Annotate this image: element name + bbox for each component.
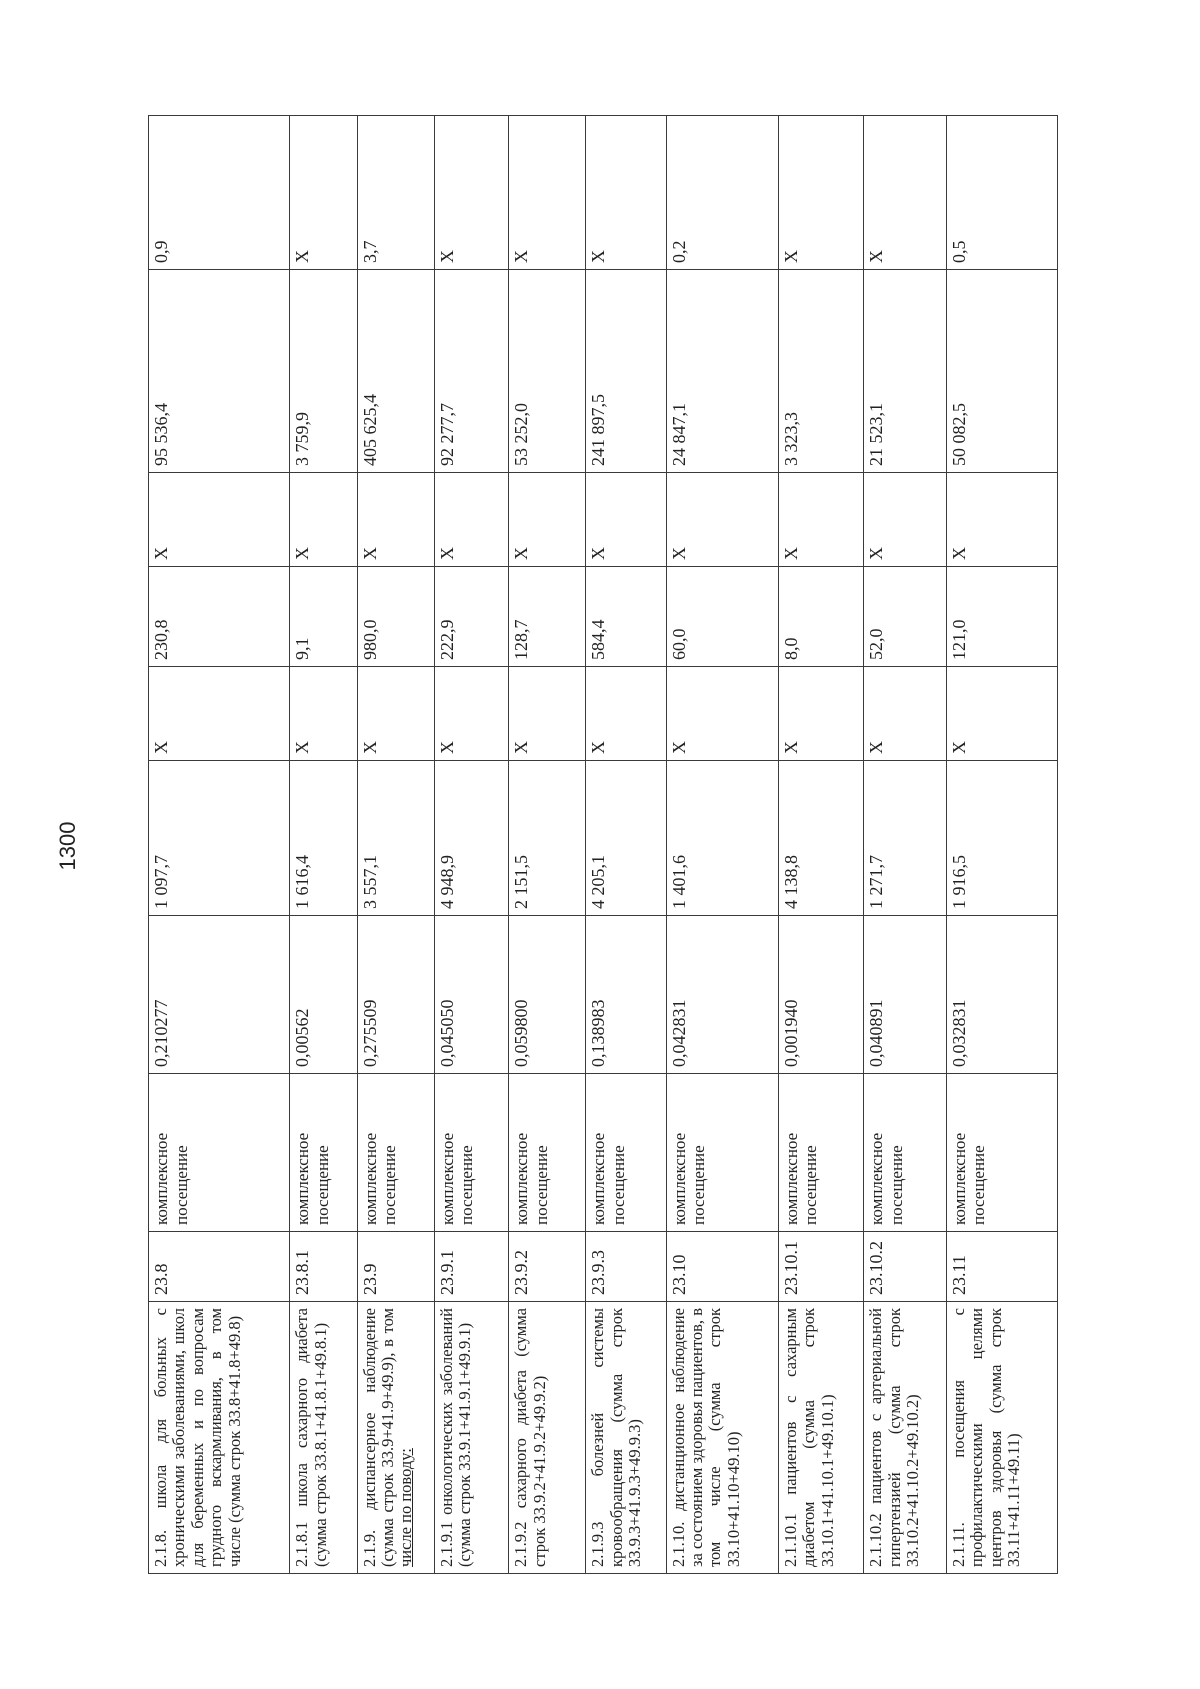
row-cell: X <box>357 473 434 567</box>
row-name-text: 2.1.9. диспансерное наблюдение (сумма строк 33.9+41.9+49.9), в том <box>359 1308 397 1567</box>
row-name: 2.1.8.1 школа сахарного диабета (сумма строк 33.8.1+41.8.1+49.8.1) <box>290 1302 357 1574</box>
rotated-table-container <box>148 116 1058 1574</box>
row-cell: 1 097,7 <box>149 761 290 916</box>
row-cell: X <box>509 473 586 567</box>
table-row <box>149 116 290 1574</box>
row-cell: 53 252,0 <box>509 270 586 473</box>
row-cell: 405 625,4 <box>357 270 434 473</box>
row-name: 2.1.9.1 онкологических заболеваний (сумма строк 33.9.1+41.9.1+49.9.1) <box>434 1302 509 1574</box>
row-name: 2.1.8. школа для больных с хроническими заболеваниями, школ для беременных и по вопросам грудного вскармливания, в том числе (сумма строк 33.8+41.8+49.8) <box>149 1302 290 1574</box>
row-cell: 0,059800 <box>509 916 586 1074</box>
row-cell: X <box>586 116 666 270</box>
row-cell: 24 847,1 <box>666 270 778 473</box>
row-cell: X <box>434 116 509 270</box>
row-cell: X <box>586 667 666 761</box>
row-cell: 4 205,1 <box>586 761 666 916</box>
row-cell: 92 277,7 <box>434 270 509 473</box>
row-cell: 3,7 <box>357 116 434 270</box>
row-cell: 1 616,4 <box>290 761 357 916</box>
table-row <box>778 116 864 1574</box>
row-cell: 4 948,9 <box>434 761 509 916</box>
row-cell: 0,045050 <box>434 916 509 1074</box>
row-cell: 1 916,5 <box>946 761 1057 916</box>
row-cell: X <box>778 667 864 761</box>
row-code: 23.10 <box>666 1232 778 1302</box>
row-cell: 2 151,5 <box>509 761 586 916</box>
table-row <box>357 116 434 1574</box>
table-row <box>434 116 509 1574</box>
row-cell: X <box>149 667 290 761</box>
table-row <box>586 116 666 1574</box>
row-cell: 0,138983 <box>586 916 666 1074</box>
row-cell: 1 271,7 <box>864 761 946 916</box>
row-cell: X <box>864 667 946 761</box>
row-unit: комплексное посещение <box>149 1074 290 1232</box>
page-number: 1300 <box>55 821 80 871</box>
row-code: 23.9 <box>357 1232 434 1302</box>
table-row <box>509 116 586 1574</box>
row-unit: комплексное посещение <box>778 1074 864 1232</box>
row-cell: X <box>434 473 509 567</box>
row-cell: 121,0 <box>946 567 1057 667</box>
row-cell: X <box>864 473 946 567</box>
row-cell: 0,275509 <box>357 916 434 1074</box>
row-cell: X <box>149 473 290 567</box>
row-unit: комплексное посещение <box>666 1074 778 1232</box>
row-cell: X <box>357 667 434 761</box>
row-unit: комплексное посещение <box>864 1074 946 1232</box>
row-cell: X <box>666 667 778 761</box>
row-cell: 0,2 <box>666 116 778 270</box>
row-code: 23.10.1 <box>778 1232 864 1302</box>
table-row <box>946 116 1057 1574</box>
row-name: 2.1.10.1 пациентов с сахарным диабетом (сумма строк 33.10.1+41.10.1+49.10.1) <box>778 1302 864 1574</box>
row-cell: 230,8 <box>149 567 290 667</box>
row-cell: 222,9 <box>434 567 509 667</box>
row-cell: 8,0 <box>778 567 864 667</box>
row-cell: 3 557,1 <box>357 761 434 916</box>
row-cell: 60,0 <box>666 567 778 667</box>
row-unit: комплексное посещение <box>290 1074 357 1232</box>
table-row <box>864 116 946 1574</box>
row-cell: 0,042831 <box>666 916 778 1074</box>
row-cell: X <box>509 116 586 270</box>
row-cell: 1 401,6 <box>666 761 778 916</box>
row-cell: X <box>290 473 357 567</box>
row-cell: 241 897,5 <box>586 270 666 473</box>
table-row <box>290 116 357 1574</box>
row-cell: X <box>778 116 864 270</box>
row-unit: комплексное посещение <box>946 1074 1057 1232</box>
row-name-underlined: числе по поводу: <box>396 1448 416 1567</box>
row-cell: X <box>946 473 1057 567</box>
row-code: 23.11 <box>946 1232 1057 1302</box>
row-code: 23.9.3 <box>586 1232 666 1302</box>
row-cell: 3 323,3 <box>778 270 864 473</box>
row-cell: 52,0 <box>864 567 946 667</box>
row-cell: 21 523,1 <box>864 270 946 473</box>
row-code: 23.8 <box>149 1232 290 1302</box>
row-cell: 0,032831 <box>946 916 1057 1074</box>
row-cell: 980,0 <box>357 567 434 667</box>
row-name: 2.1.10.2 пациентов с артериальной гипертензией (сумма строк 33.10.2+41.10.2+49.10.2) <box>864 1302 946 1574</box>
row-cell: X <box>586 473 666 567</box>
row-code: 23.10.2 <box>864 1232 946 1302</box>
row-cell: 9,1 <box>290 567 357 667</box>
data-table <box>148 115 1058 1574</box>
row-cell: 0,001940 <box>778 916 864 1074</box>
row-unit: комплексное посещение <box>509 1074 586 1232</box>
row-unit: комплексное посещение <box>357 1074 434 1232</box>
row-cell: 0,5 <box>946 116 1057 270</box>
row-cell: X <box>509 667 586 761</box>
row-cell: 0,210277 <box>149 916 290 1074</box>
row-name: 2.1.10. дистанционное наблюдение за состоянием здоровья пациентов, в том числе (сумма строк 33.10+41.10+49.10) <box>666 1302 778 1574</box>
row-code: 23.9.2 <box>509 1232 586 1302</box>
row-cell: 0,9 <box>149 116 290 270</box>
row-code: 23.8.1 <box>290 1232 357 1302</box>
table-row <box>666 116 778 1574</box>
row-cell: X <box>290 667 357 761</box>
row-cell: 128,7 <box>509 567 586 667</box>
row-cell: 95 536,4 <box>149 270 290 473</box>
row-name: 2.1.9.3 болезней системы кровообращения (сумма строк 33.9.3+41.9.3+49.9.3) <box>586 1302 666 1574</box>
row-cell: X <box>666 473 778 567</box>
row-name <box>357 1302 434 1574</box>
row-cell: 4 138,8 <box>778 761 864 916</box>
row-cell: X <box>290 116 357 270</box>
row-cell: 50 082,5 <box>946 270 1057 473</box>
row-name: 2.1.9.2 сахарного диабета (сумма строк 33.9.2+41.9.2+49.9.2) <box>509 1302 586 1574</box>
row-name: 2.1.11. посещения с профилактическими целями центров здоровья (сумма строк 33.11+41.11+49.11) <box>946 1302 1057 1574</box>
row-cell: 0,040891 <box>864 916 946 1074</box>
row-unit: комплексное посещение <box>434 1074 509 1232</box>
row-cell: 3 759,9 <box>290 270 357 473</box>
row-cell: X <box>946 667 1057 761</box>
row-cell: X <box>778 473 864 567</box>
row-code: 23.9.1 <box>434 1232 509 1302</box>
row-cell: 584,4 <box>586 567 666 667</box>
row-cell: X <box>434 667 509 761</box>
row-unit: комплексное посещение <box>586 1074 666 1232</box>
row-cell: X <box>864 116 946 270</box>
row-cell: 0,00562 <box>290 916 357 1074</box>
